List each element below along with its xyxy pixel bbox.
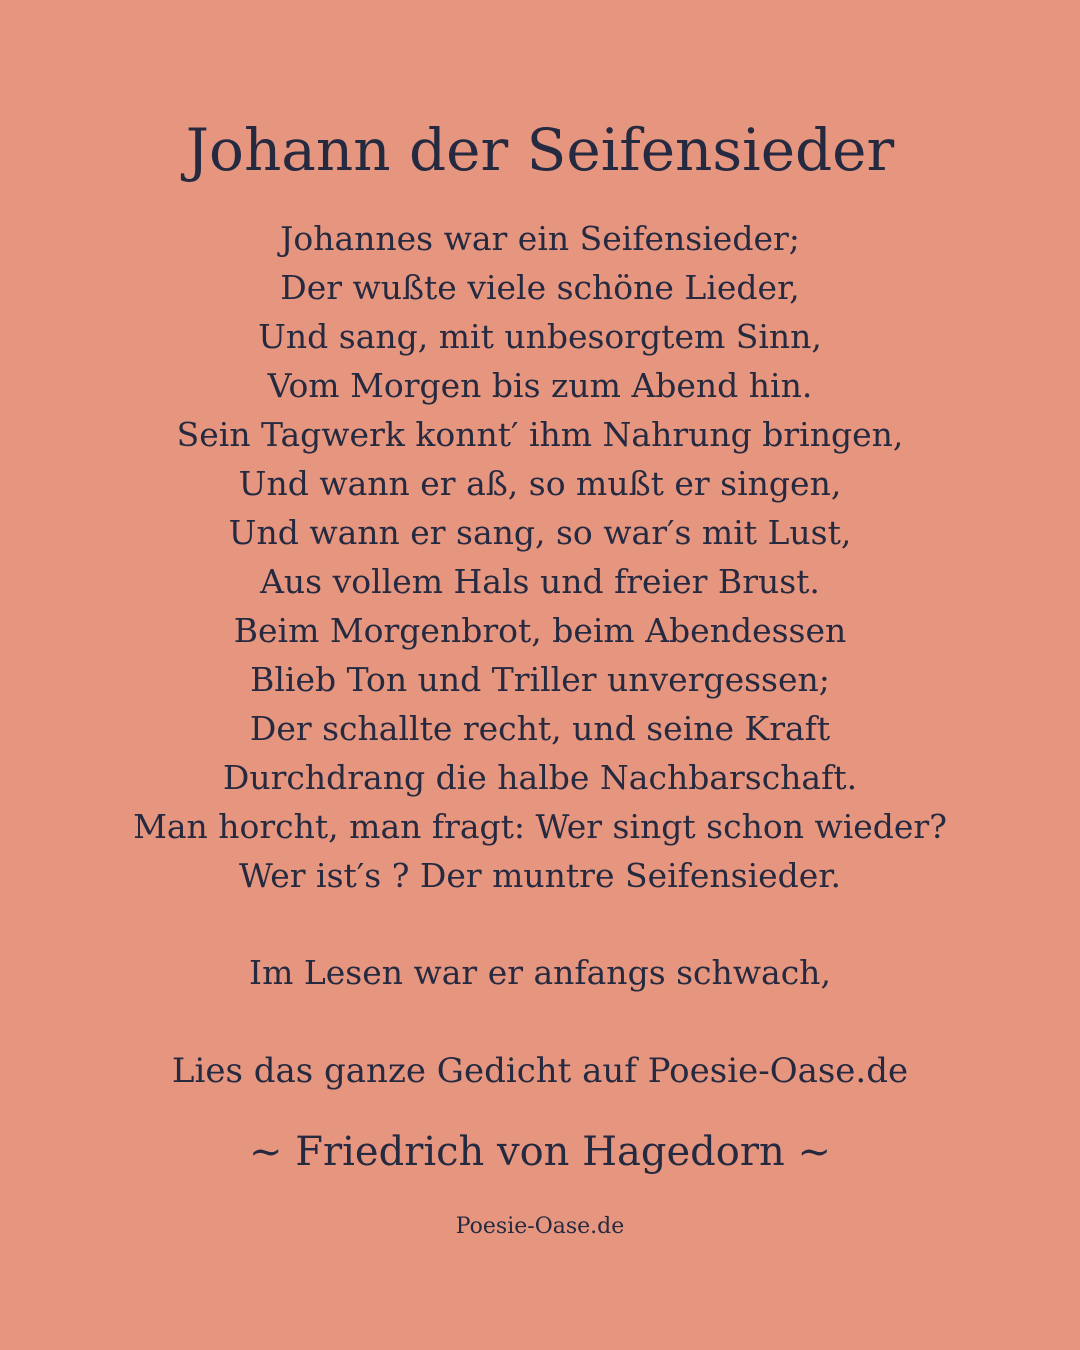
poem-line: Vom Morgen bis zum Abend hin.	[267, 366, 813, 405]
poem-line: Durchdrang die halbe Nachbarschaft.	[222, 758, 858, 797]
poem-title: Johann der Seifensieder	[185, 116, 895, 184]
poem-line: Aus vollem Hals und freier Brust.	[260, 562, 820, 601]
poem-stanza	[40, 214, 1040, 900]
poem-line: Man horcht, man fragt: Wer singt schon wieder?	[133, 807, 947, 846]
poem-line: Johannes war ein Seifensieder;	[280, 219, 800, 258]
poem-line: Der schallte recht, und seine Kraft	[249, 709, 831, 748]
poem-line: Beim Morgenbrot, beim Abendessen	[233, 611, 847, 650]
read-full-poem-text: Lies das ganze Gedicht auf Poesie-Oase.de	[171, 1051, 909, 1091]
poem-line: Und wann er aß, so mußt er singen,	[238, 464, 842, 503]
poem-line: Wer ist′s ? Der muntre Seifensieder.	[239, 856, 841, 895]
poem-line: Und sang, mit unbesorgtem Sinn,	[258, 317, 822, 356]
poem-line: Und wann er sang, so war′s mit Lust,	[228, 513, 852, 552]
poem-line: Blieb Ton und Triller unvergessen;	[250, 660, 830, 699]
poem-line: Der wußte viele schöne Lieder,	[280, 268, 800, 307]
poem-line: Sein Tagwerk konnt′ ihm Nahrung bringen,	[176, 415, 904, 454]
site-footer: Poesie-Oase.de	[455, 1214, 625, 1239]
author-name: ~ Friedrich von Hagedorn ~	[249, 1129, 831, 1175]
next-stanza-line: Im Lesen war er anfangs schwach,	[249, 953, 831, 992]
